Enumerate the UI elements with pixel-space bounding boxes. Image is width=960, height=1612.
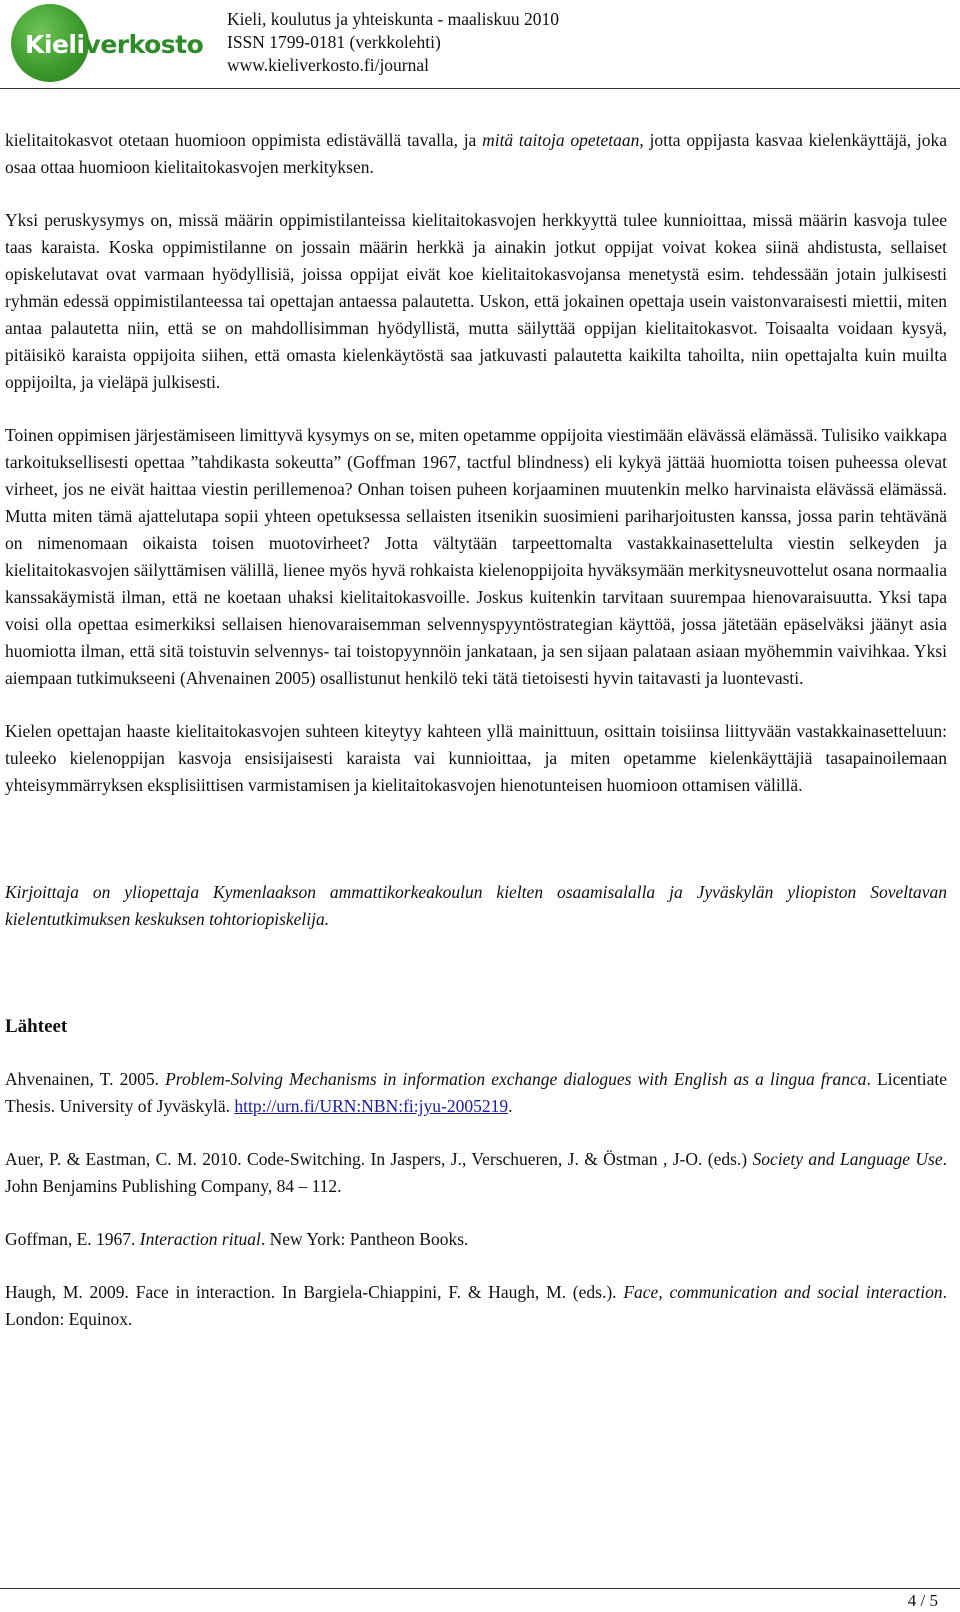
kieliverkosto-logo[interactable] xyxy=(11,4,203,84)
reference-item: Haugh, M. 2009. Face in interaction. In Bargiela-Chiappini, F. & Haugh, M. (eds.). Face, communication and social interaction. London: Equinox. xyxy=(5,1282,947,1329)
journal-meta xyxy=(227,8,559,77)
article-body xyxy=(5,127,947,1333)
header-divider xyxy=(0,88,960,89)
reference-item: Ahvenainen, T. 2005. Problem-Solving Mechanisms in information exchange dialogues with English as a lingua franca. Licentiate Thesis. University of Jyväskylä. http://urn.fi/URN:NBN:fi:jyu-2005219. xyxy=(5,1069,947,1116)
reference-item: Goffman, E. 1967. Interaction ritual. New York: Pantheon Books. xyxy=(5,1229,469,1249)
paragraph-4: Kielen opettajan haaste kielitaitokasvojen suhteen kiteytyy kahteen yllä mainittuun, osittain toisiinsa liittyvään vastakkainasetteluun: tuleeko kielenoppijan kasvoja ensisijaisesti karaista vai kunnioittaa, ja miten opetamme kielenkäyttäjiä tasapainoilemaan yhteisymmärryksen eksplisiittisen varmistamisen ja kielitaitokasvojen hienotunteisen huomioon ottamisen välillä. xyxy=(5,721,947,795)
journal-url[interactable]: www.kieliverkosto.fi/journal xyxy=(227,55,430,75)
paragraph-2: Yksi peruskysymys on, missä määrin oppimistilanteissa kielitaitokasvojen herkkyyttä tulee kunnioittaa, missä määrin kasvoja tulee taas karaista. Koska oppimistilanne on jossain määrin herkkä ja ainakin jotkut oppijat voivat kokea siinä ahdistusta, sellaiset opiskelutavat ovat varmaan hyödyllisiä, joissa oppijat eivät koe kielitaitokasvojansa menetystä esim. tehdessään jotain julkisesti ryhmän edessä oppimistilanteessa tai opettajan antaessa palautetta. Uskon, että jokainen opettaja usein vaistonvaraisesti miettii, miten antaa palautetta niin, että se on mahdollisimman hyödyllistä, mutta säilyttää oppijan kielitaitokasvot. Toisaalta voidaan kysyä, pitäisikö karaista oppijoita siihen, että omasta kielenkäytöstä saa jatkuvasti palautetta kaikilta tahoilta, niin opettajalta kuin muilta oppijoilta, ja vieläpä julkisesti. xyxy=(5,210,947,392)
paragraph-3: Toinen oppimisen järjestämiseen limittyvä kysymys on se, miten opetamme oppijoita viestimään elävässä elämässä. Tulisiko vaikkapa tarkoituksellisesti opettaa ”tahdikasta sokeutta” (Goffman 1967, tactful blindness) eli kykyä jättää huomiotta toisen puheessa olevat virheet, jos ne eivät haittaa viestin perillemenoa? Onhan toisen puheen korjaaminen muutenkin melko harvinaista elävässä elämässä. Mutta miten tämä ajattelutapa sopii yhteen opetuksessa sellaisten itsenikin suosimieni pariharjoitusten kanssa, jossa parin tehtävänä on nimenomaan oikaista toisen muotovirheet? Jotta vältytään tarpeettomalta vastakkainasettelulta viestin selkeyden ja kielitaitokasvojen säilyttämisen välillä, lienee myös hyvä rohkaista kielenoppijoita hyväksymään merkitysneuvottelut osana normaalia kanssakäymistä ilman, että ne koetaan uhaksi kielitaitokasvoille. Joskus kuitenkin tarvitaan suurempaa hienovaraisuutta. Yksi tapa voisi olla opettaa esimerkiksi sellaisen hienovaraisemman selvennyspyyntöstrategian käyttöä, jossa jätetään epäselväksi jäänyt asia huomiotta ilman, että sitä toistuvin selvennys- tai toistopyynnöin jankataan, ja sen sijaan palataan asiaan myöhemmin vaivihkaa. Yksi aiempaan tutkimukseeni (Ahvenainen 2005) osallistunut henkilö teki tätä tietoisesti hyvin taitavasti ja luontevasti. xyxy=(5,425,947,688)
journal-title: Kieli, koulutus ja yhteiskunta - maaliskuu 2010 xyxy=(227,9,559,29)
footer-divider xyxy=(0,1588,960,1589)
logo-text: Kieliverkosto xyxy=(25,30,204,59)
page-number: 4 / 5 xyxy=(907,1591,938,1610)
reference-link[interactable]: http://urn.fi/URN:NBN:fi:jyu-2005219 xyxy=(234,1096,509,1116)
journal-issn: ISSN 1799-0181 (verkkolehti) xyxy=(227,32,441,52)
paragraph-1: kielitaitokasvot otetaan huomioon oppimista edistävällä tavalla, ja mitä taitoja opetetaan, jotta oppijasta kasvaa kielenkäyttäjä, joka osaa ottaa huomioon kielitaitokasvojen merkityksen. xyxy=(5,130,947,177)
reference-item: Auer, P. & Eastman, C. M. 2010. Code-Switching. In Jaspers, J., Verschueren, J. & Östman , J-O. (eds.) Society and Language Use. John Benjamins Publishing Company, 84 – 112. xyxy=(5,1149,948,1196)
author-note: Kirjoittaja on yliopettaja Kymenlaakson ammattikorkeakoulun kielten osaamisalalla ja Jyväskylän yliopiston Soveltavan kielentutkimuksen keskuksen tohtoriopiskelija. xyxy=(5,882,947,929)
page-header xyxy=(0,0,960,90)
references-heading: Lähteet xyxy=(5,1016,68,1037)
